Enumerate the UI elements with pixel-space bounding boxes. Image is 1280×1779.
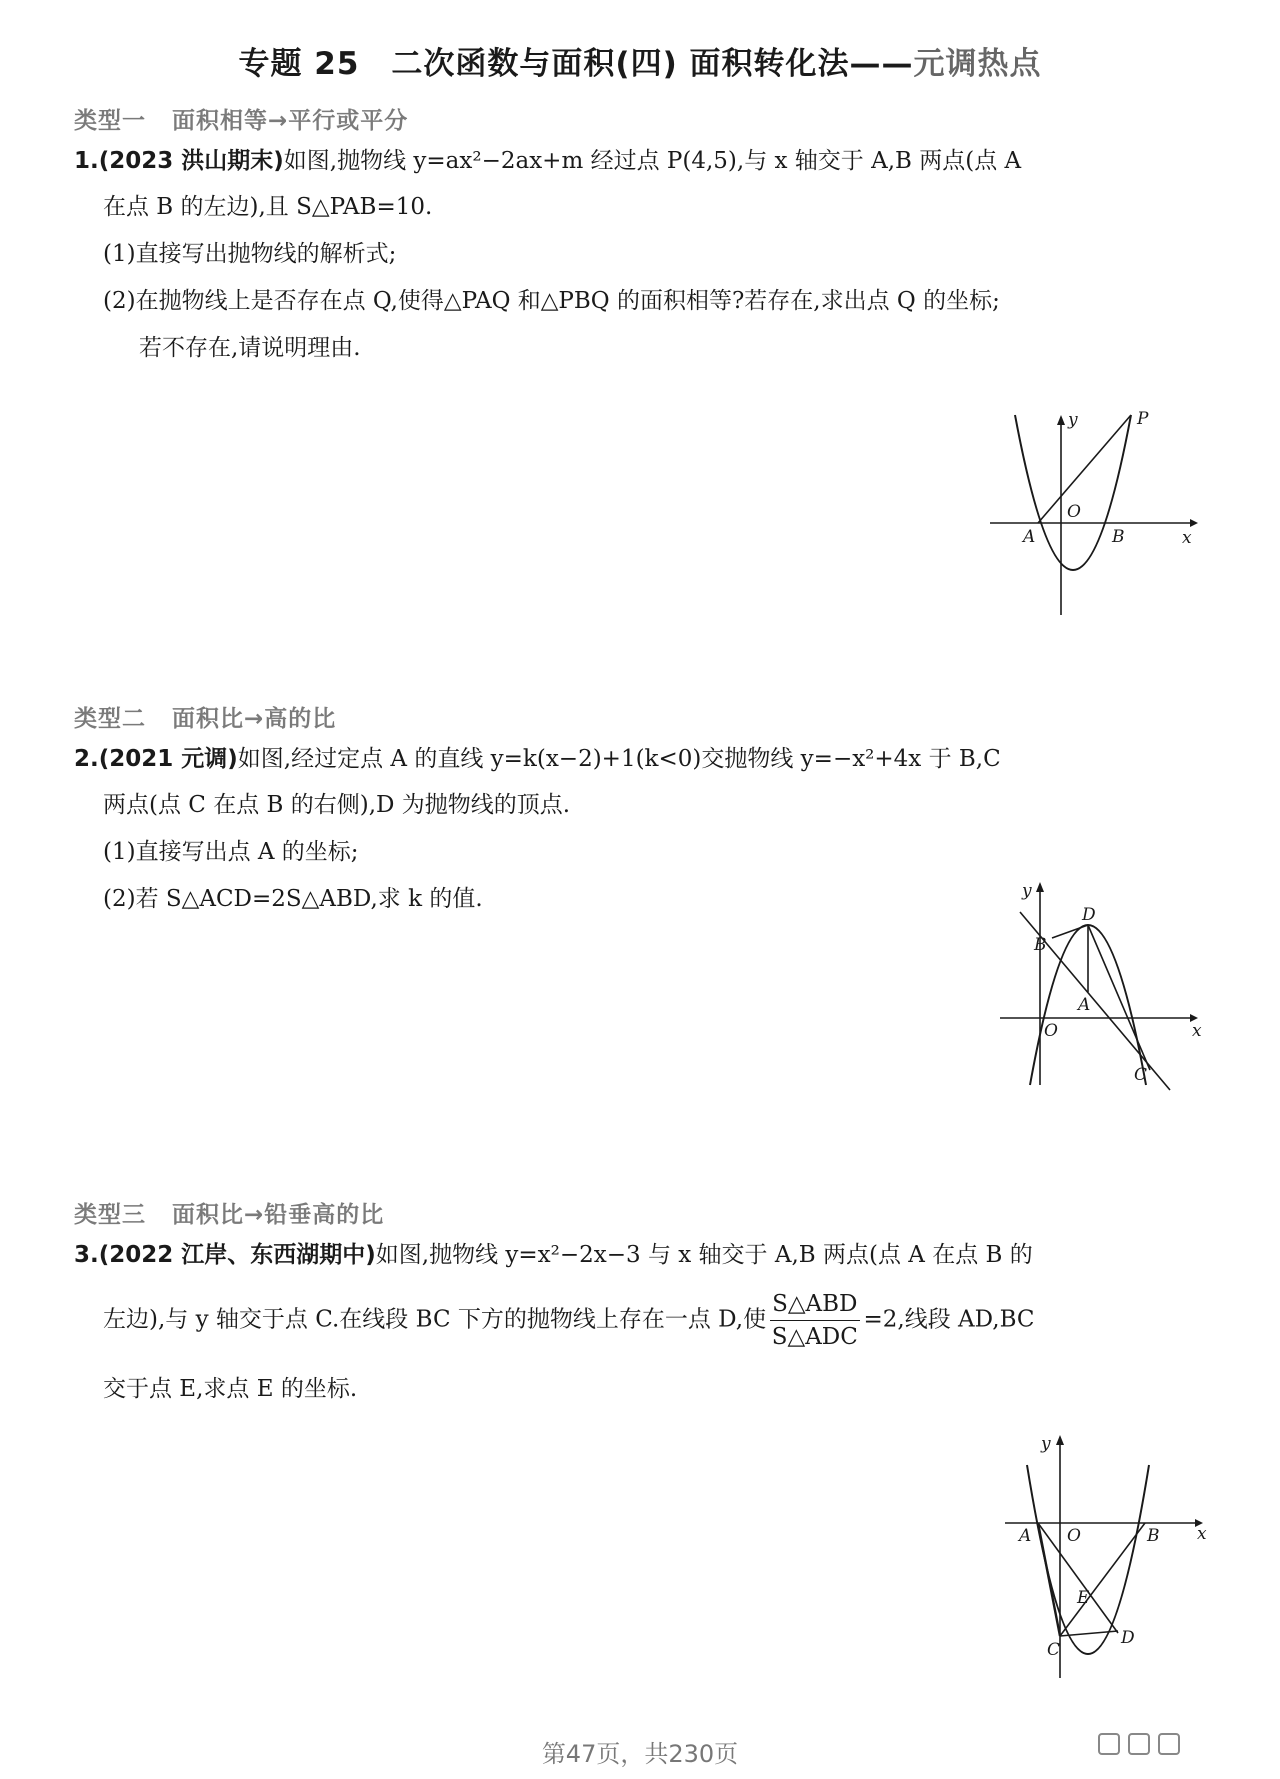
fig3-label-O: O bbox=[1067, 1526, 1081, 1546]
ratio-fraction: $\frac{\text{S△ABD}}{\text{S△ADC}}$ bbox=[771, 1291, 858, 1350]
fig1-x-arrow bbox=[1190, 519, 1198, 527]
fig1-label-A: A bbox=[1023, 527, 1036, 547]
fig3-y-arrow bbox=[1056, 1435, 1064, 1445]
section-heading-type3: 类型三 面积比→铅垂高的比 bbox=[74, 1202, 385, 1228]
section-heading-type1: 类型一 面积相等→平行或平分 bbox=[74, 108, 409, 134]
page-counter: 第47页，共230页 bbox=[541, 1740, 739, 1768]
figure-2 bbox=[1000, 880, 1210, 1090]
fig2-label-A: A bbox=[1078, 995, 1091, 1015]
fig3-label-y: y bbox=[1041, 1434, 1051, 1454]
view-toggle-icon[interactable] bbox=[1098, 1733, 1120, 1755]
fig1-label-B: B bbox=[1112, 527, 1125, 547]
q3-line3: 交于点 E,求点 E 的坐标. bbox=[103, 1376, 358, 1402]
fig2-segment-BD bbox=[1052, 925, 1088, 938]
q1-part2b: 若不存在,请说明理由. bbox=[139, 335, 361, 361]
fig2-segment-DC bbox=[1088, 925, 1150, 1070]
fig2-label-x: x bbox=[1192, 1021, 1202, 1041]
fig2-label-C: C bbox=[1134, 1065, 1148, 1085]
q3-intro: 3.(2022 江岸、东西湖期中)如图,抛物线 y=x²−2x−3 与 x 轴交于 A,B 两点(点 A 在点 B 的 bbox=[74, 1242, 1033, 1268]
q1-part2: (2)在抛物线上是否存在点 Q,使得△PAQ 和△PBQ 的面积相等?若存在,求出点 Q 的坐标; bbox=[103, 288, 1000, 314]
fig3-label-D: D bbox=[1121, 1628, 1135, 1648]
figure-1 bbox=[990, 409, 1210, 620]
page-title: 专题 25 二次函数与面积(四) 面积转化法——元调热点 bbox=[238, 46, 1042, 82]
fig2-label-y: y bbox=[1022, 881, 1032, 901]
q2-intro: 2.(2021 元调)如图,经过定点 A 的直线 y=k(x−2)+1(k<0)交抛物线 y=−x²+4x 于 B,C bbox=[74, 746, 1001, 772]
fig2-label-B: B bbox=[1034, 935, 1047, 955]
figure-3 bbox=[1005, 1433, 1215, 1678]
fig1-label-x: x bbox=[1182, 528, 1192, 548]
fig3-segment-AC bbox=[1038, 1523, 1060, 1636]
fig1-y-arrow bbox=[1057, 415, 1065, 425]
q1-intro: 1.(2023 洪山期末)如图,抛物线 y=ax²−2ax+m 经过点 P(4,5),与 x 轴交于 A,B 两点(点 A bbox=[74, 148, 1022, 174]
fig3-label-C: C bbox=[1047, 1640, 1061, 1660]
fig1-label-O: O bbox=[1067, 502, 1081, 522]
fig3-label-A: A bbox=[1019, 1526, 1032, 1546]
q2-line2: 两点(点 C 在点 B 的右侧),D 为抛物线的顶点. bbox=[103, 792, 571, 818]
fig2-label-D: D bbox=[1082, 905, 1096, 925]
layout-icon[interactable] bbox=[1128, 1733, 1150, 1755]
fig2-label-O: O bbox=[1044, 1021, 1058, 1041]
section-heading-type2: 类型二 面积比→高的比 bbox=[74, 706, 337, 732]
fig1-segment-AP bbox=[1038, 415, 1131, 523]
q3-line2: 左边),与 y 轴交于点 C.在线段 BC 下方的抛物线上存在一点 D,使 $\frac{\text{S△ABD}}{\text{S△ADC}}$ =2,线段 AD,BC bbox=[103, 1291, 1035, 1350]
fig1-label-P: P bbox=[1137, 409, 1149, 429]
q1-part1: (1)直接写出抛物线的解析式; bbox=[103, 241, 397, 267]
fig3-label-E: E bbox=[1077, 1588, 1090, 1608]
fig1-label-y: y bbox=[1068, 410, 1078, 430]
fit-page-icon[interactable] bbox=[1158, 1733, 1180, 1755]
fig3-label-x: x bbox=[1197, 1524, 1207, 1544]
q2-part1: (1)直接写出点 A 的坐标; bbox=[103, 839, 359, 865]
q1-line2: 在点 B 的左边),且 S△PAB=10. bbox=[103, 194, 433, 220]
fig2-y-arrow bbox=[1036, 882, 1044, 892]
fig3-label-B: B bbox=[1147, 1526, 1160, 1546]
q2-part2: (2)若 S△ACD=2S△ABD,求 k 的值. bbox=[103, 886, 483, 912]
